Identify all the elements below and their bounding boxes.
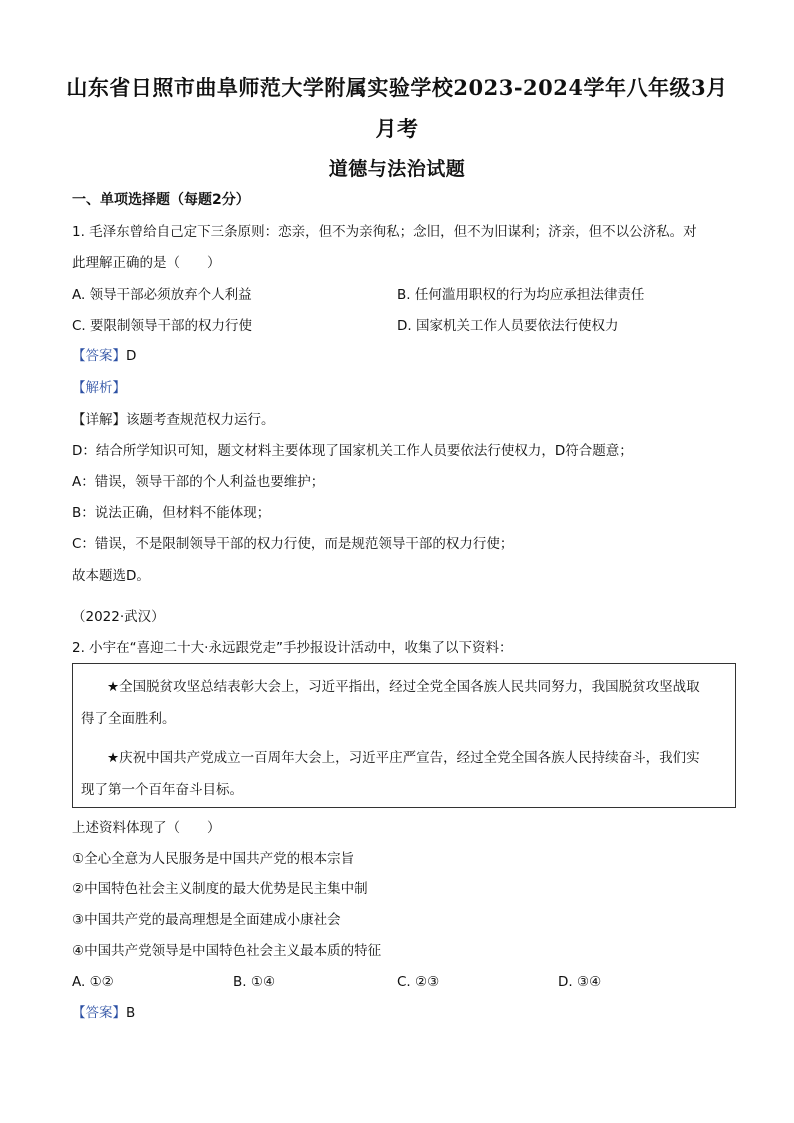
q2-answer-value: B <box>126 1005 136 1021</box>
section-heading: 一、单项选择题（每题2分） <box>72 192 250 208</box>
q2-material-2-line-2: 现了第一个百年奋斗目标。 <box>81 782 243 798</box>
q2-statement-1: ①全心全意为人民服务是中国共产党的根本宗旨 <box>72 851 355 867</box>
q2-option-d: D. ③④ <box>558 974 602 990</box>
q2-option-c: C. ②③ <box>397 974 440 990</box>
q2-statement-3: ③中国共产党的最高理想是全面建成小康社会 <box>72 912 341 928</box>
q1-answer-tag: 答案 <box>85 348 113 364</box>
q1-explanation-a: A：错误，领导干部的个人利益也要维护； <box>72 474 325 490</box>
q2-question: 上述资料体现了（ ） <box>72 820 221 836</box>
q1-analysis-tag: 解析 <box>85 380 113 396</box>
q1-explanation-b: B：说法正确，但材料不能体现； <box>72 505 271 521</box>
q1-answer: 【答案】D <box>72 348 137 364</box>
q1-detail-text: 该题考查规范权力运行。 <box>126 412 275 428</box>
q1-stem-line-1: 1. 毛泽东曾给自己定下三条原则：恋亲，但不为亲徇私；念旧，但不为旧谋利；济亲，但不以公济私。对 <box>72 224 697 240</box>
q2-stem: 2. 小宇在“喜迎二十大·永远跟党走”手抄报设计活动中，收集了以下资料： <box>72 640 513 656</box>
q1-detail-tag: 详解 <box>85 412 113 428</box>
q2-statement-2: ②中国特色社会主义制度的最大优势是民主集中制 <box>72 881 368 897</box>
q1-option-a: A. 领导干部必须放弃个人利益 <box>72 287 252 303</box>
q1-option-d: D. 国家机关工作人员要依法行使权力 <box>397 318 619 334</box>
document-subtitle: 道德与法治试题 <box>328 158 466 180</box>
q2-material-1-line-2: 得了全面胜利。 <box>81 711 176 727</box>
q2-material-box <box>72 663 736 808</box>
q2-answer: 【答案】B <box>72 1005 136 1021</box>
q1-option-c: C. 要限制领导干部的权力行使 <box>72 318 253 334</box>
q2-option-a: A. ①② <box>72 974 114 990</box>
q1-conclusion: 故本题选D。 <box>72 568 150 584</box>
q1-explanation-c: C：错误，不是限制领导干部的权力行使，而是规范领导干部的权力行使； <box>72 536 514 552</box>
q2-answer-tag: 答案 <box>85 1005 113 1021</box>
q1-stem-line-2: 此理解正确的是（ ） <box>72 255 221 271</box>
q1-option-b: B. 任何滥用职权的行为均应承担法律责任 <box>397 287 645 303</box>
q2-option-b: B. ①④ <box>233 974 276 990</box>
document-title-line-1: 山东省日照市曲阜师范大学附属实验学校2023-2024学年八年级3月 <box>66 75 728 100</box>
q1-answer-value: D <box>126 348 137 364</box>
q1-analysis: 【解析】 <box>72 380 126 396</box>
q2-source: （2022·武汉） <box>72 609 165 625</box>
q2-statement-4: ④中国共产党领导是中国特色社会主义最本质的特征 <box>72 943 382 959</box>
q2-material-2-line-1: ★庆祝中国共产党成立一百周年大会上，习近平庄严宣告，经过全党全国各族人民持续奋斗，我们实 <box>107 750 700 766</box>
document-title-line-2: 月考 <box>375 116 419 141</box>
q1-explanation-d: D：结合所学知识可知，题文材料主要体现了国家机关工作人员要依法行使权力，D符合题意； <box>72 443 633 459</box>
q1-detail: 【详解】该题考查规范权力运行。 <box>72 412 275 428</box>
q2-material-1-line-1: ★全国脱贫攻坚总结表彰大会上，习近平指出，经过全党全国各族人民共同努力，我国脱贫攻坚战取 <box>107 679 700 695</box>
